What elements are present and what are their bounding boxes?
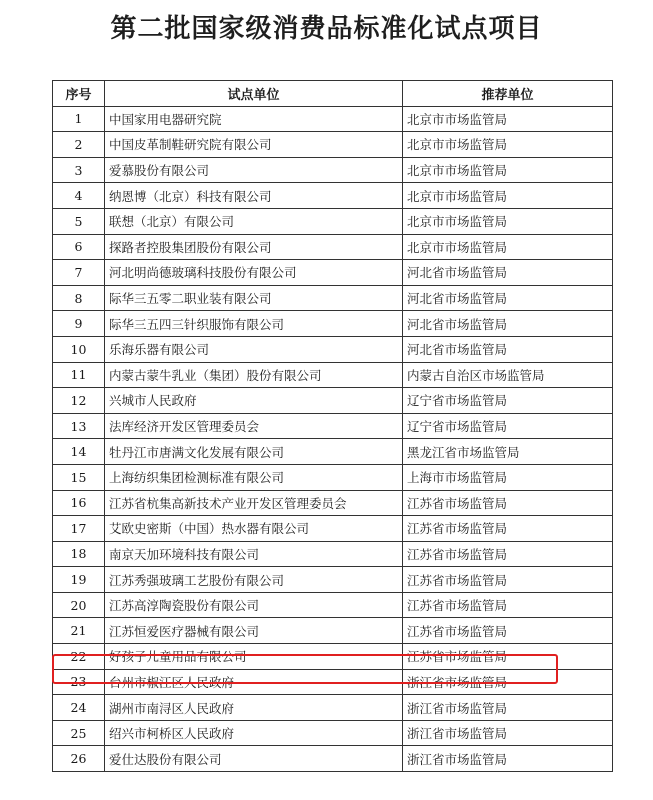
row-number: 7 — [53, 260, 105, 286]
pilot-unit: 绍兴市柯桥区人民政府 — [105, 720, 403, 746]
recommending-unit: 江苏省市场监管局 — [403, 516, 613, 542]
recommending-unit: 江苏省市场监管局 — [403, 541, 613, 567]
pilot-unit: 乐海乐器有限公司 — [105, 336, 403, 362]
recommending-unit: 浙江省市场监管局 — [403, 746, 613, 772]
recommending-unit: 北京市市场监管局 — [403, 132, 613, 158]
recommending-unit: 江苏省市场监管局 — [403, 618, 613, 644]
row-number: 23 — [53, 669, 105, 695]
pilot-unit: 江苏高淳陶瓷股份有限公司 — [105, 592, 403, 618]
table-row — [53, 669, 613, 695]
pilot-unit: 纳恩博（北京）科技有限公司 — [105, 183, 403, 209]
table-row — [53, 183, 613, 209]
row-number: 25 — [53, 720, 105, 746]
pilot-unit: 江苏恒爱医疗器械有限公司 — [105, 618, 403, 644]
recommending-unit: 北京市市场监管局 — [403, 106, 613, 132]
row-number: 15 — [53, 464, 105, 490]
row-number: 18 — [53, 541, 105, 567]
table-row — [53, 720, 613, 746]
pilot-unit: 艾欧史密斯（中国）热水器有限公司 — [105, 516, 403, 542]
row-number: 19 — [53, 567, 105, 593]
table-row — [53, 490, 613, 516]
pilot-unit: 法库经济开发区管理委员会 — [105, 413, 403, 439]
row-number: 24 — [53, 695, 105, 721]
recommending-unit: 河北省市场监管局 — [403, 311, 613, 337]
table-row — [53, 746, 613, 772]
recommending-unit: 江苏省市场监管局 — [403, 644, 613, 670]
pilot-unit: 际华三五零二职业装有限公司 — [105, 285, 403, 311]
table-row — [53, 567, 613, 593]
table-row — [53, 413, 613, 439]
row-number: 11 — [53, 362, 105, 388]
pilot-unit: 际华三五四三针织服饰有限公司 — [105, 311, 403, 337]
header-no: 序号 — [53, 81, 105, 107]
row-number: 6 — [53, 234, 105, 260]
row-number: 2 — [53, 132, 105, 158]
table-row — [53, 106, 613, 132]
pilot-unit: 兴城市人民政府 — [105, 388, 403, 414]
table-row — [53, 260, 613, 286]
table-body — [53, 106, 613, 771]
row-number: 3 — [53, 157, 105, 183]
header-rec: 推荐单位 — [403, 81, 613, 107]
pilot-unit: 中国皮革制鞋研究院有限公司 — [105, 132, 403, 158]
row-number: 10 — [53, 336, 105, 362]
table-row — [53, 208, 613, 234]
table-header-row — [53, 81, 613, 107]
table-row — [53, 439, 613, 465]
header-unit: 试点单位 — [105, 81, 403, 107]
row-number: 14 — [53, 439, 105, 465]
table-row — [53, 388, 613, 414]
row-number: 20 — [53, 592, 105, 618]
row-number: 16 — [53, 490, 105, 516]
table-row — [53, 336, 613, 362]
pilot-unit: 内蒙古蒙牛乳业（集团）股份有限公司 — [105, 362, 403, 388]
row-number: 12 — [53, 388, 105, 414]
recommending-unit: 北京市市场监管局 — [403, 157, 613, 183]
recommending-unit: 北京市市场监管局 — [403, 234, 613, 260]
pilot-unit: 好孩子儿童用品有限公司 — [105, 644, 403, 670]
row-number: 21 — [53, 618, 105, 644]
table-row — [53, 516, 613, 542]
row-number: 13 — [53, 413, 105, 439]
recommending-unit: 河北省市场监管局 — [403, 336, 613, 362]
recommending-unit: 河北省市场监管局 — [403, 285, 613, 311]
recommending-unit: 北京市市场监管局 — [403, 183, 613, 209]
row-number: 22 — [53, 644, 105, 670]
row-number: 1 — [53, 106, 105, 132]
row-number: 17 — [53, 516, 105, 542]
pilot-unit: 联想（北京）有限公司 — [105, 208, 403, 234]
table-row — [53, 592, 613, 618]
table-row — [53, 311, 613, 337]
recommending-unit: 内蒙古自治区市场监管局 — [403, 362, 613, 388]
table-row — [53, 157, 613, 183]
row-number: 5 — [53, 208, 105, 234]
pilot-unit: 江苏秀强玻璃工艺股份有限公司 — [105, 567, 403, 593]
recommending-unit: 江苏省市场监管局 — [403, 490, 613, 516]
table-row — [53, 464, 613, 490]
recommending-unit: 辽宁省市场监管局 — [403, 388, 613, 414]
pilot-unit: 中国家用电器研究院 — [105, 106, 403, 132]
pilot-unit: 湖州市南浔区人民政府 — [105, 695, 403, 721]
table-row — [53, 695, 613, 721]
pilot-projects-table — [52, 80, 613, 772]
recommending-unit: 浙江省市场监管局 — [403, 669, 613, 695]
row-number: 9 — [53, 311, 105, 337]
recommending-unit: 浙江省市场监管局 — [403, 720, 613, 746]
table-row — [53, 541, 613, 567]
recommending-unit: 黑龙江省市场监管局 — [403, 439, 613, 465]
table-row — [53, 362, 613, 388]
row-number: 4 — [53, 183, 105, 209]
recommending-unit: 河北省市场监管局 — [403, 260, 613, 286]
table-row — [53, 132, 613, 158]
recommending-unit: 上海市市场监管局 — [403, 464, 613, 490]
pilot-unit: 爱慕股份有限公司 — [105, 157, 403, 183]
table-row — [53, 618, 613, 644]
recommending-unit: 江苏省市场监管局 — [403, 567, 613, 593]
row-number: 8 — [53, 285, 105, 311]
pilot-unit: 上海纺织集团检测标准有限公司 — [105, 464, 403, 490]
page-title: 第二批国家级消费品标准化试点项目 — [110, 14, 543, 44]
recommending-unit: 浙江省市场监管局 — [403, 695, 613, 721]
recommending-unit: 辽宁省市场监管局 — [403, 413, 613, 439]
pilot-unit: 江苏省杭集高新技术产业开发区管理委员会 — [105, 490, 403, 516]
pilot-unit: 探路者控股集团股份有限公司 — [105, 234, 403, 260]
pilot-unit: 台州市椒江区人民政府 — [105, 669, 403, 695]
pilot-unit: 南京天加环境科技有限公司 — [105, 541, 403, 567]
row-number: 26 — [53, 746, 105, 772]
recommending-unit: 北京市市场监管局 — [403, 208, 613, 234]
pilot-unit: 河北明尚德玻璃科技股份有限公司 — [105, 260, 403, 286]
table-row — [53, 644, 613, 670]
table-row — [53, 234, 613, 260]
recommending-unit: 江苏省市场监管局 — [403, 592, 613, 618]
pilot-unit: 爱仕达股份有限公司 — [105, 746, 403, 772]
pilot-unit: 牡丹江市唐满文化发展有限公司 — [105, 439, 403, 465]
table-row — [53, 285, 613, 311]
